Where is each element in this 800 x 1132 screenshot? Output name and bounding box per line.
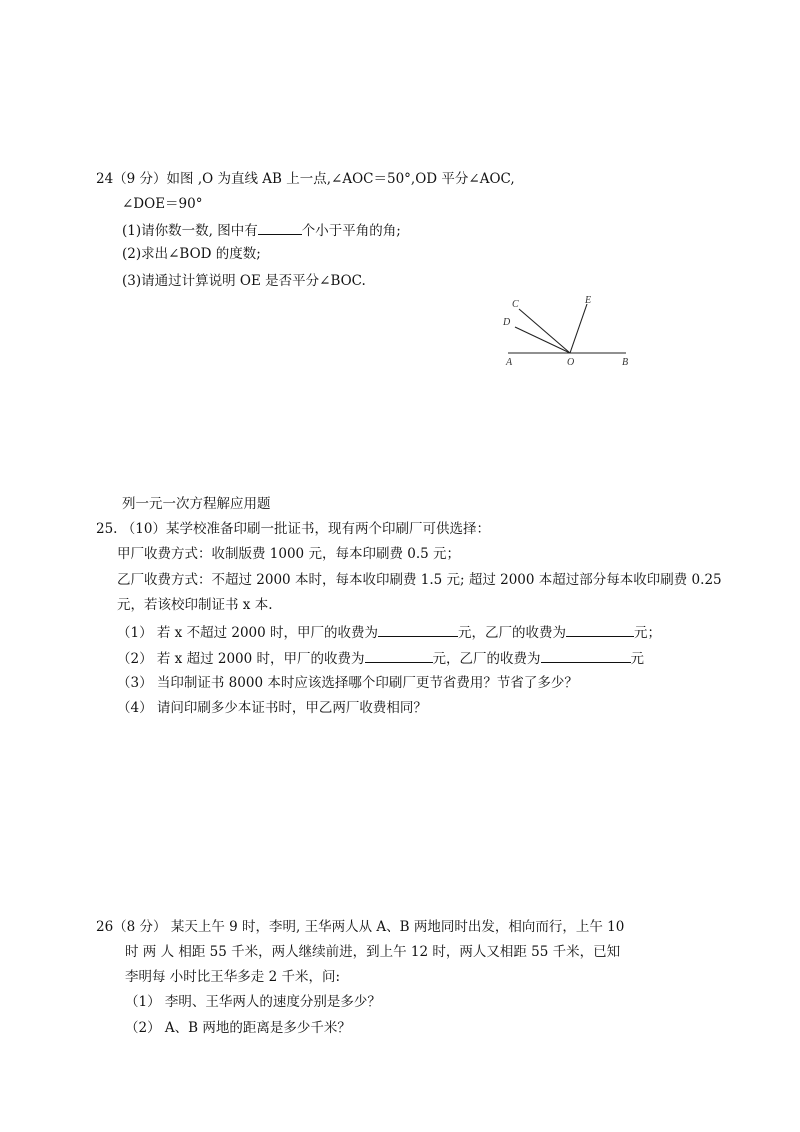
q24-part-1-b: 个小于平角的角; — [301, 223, 401, 239]
q25-part-1-a: （1） 若 x 不超过 2000 时，甲厂的收费为 — [117, 625, 379, 641]
answer-blank — [258, 220, 302, 235]
label-o: O — [567, 357, 575, 368]
q25-part-3: （3） 当印制证书 8000 本时应该选择哪个印刷厂更节省费用？节省了多少？ — [117, 675, 578, 691]
q25-part-1-b: 元，乙厂的收费为 — [458, 625, 567, 641]
q25-part-2-a: （2） 若 x 超过 2000 时，甲厂的收费为 — [117, 651, 365, 667]
q24-part-1-a: (1)请你数一数, 图中有 — [122, 223, 258, 239]
q26-line-3: 李明每 小时比王华多走 2 千米，问: — [125, 969, 341, 985]
ray-od — [515, 327, 570, 353]
q24-header-2: ∠DOE＝90° — [122, 196, 203, 212]
q26-line-2: 时 两 人 相距 55 千米，两人继续前进，到上午 12 时，两人又相距 55 千米，已知 — [125, 944, 621, 960]
q26-part-2: （2） A、B 两地的距离是多少千米？ — [125, 1020, 351, 1036]
label-a: A — [506, 357, 513, 368]
q25-part-1 — [117, 622, 661, 642]
q25-part-2-b: 元，乙厂的收费为 — [432, 651, 541, 667]
q25-jia: 甲厂收费方式：收制版费 1000 元，每本印刷费 0.5 元； — [117, 546, 460, 562]
label-c: C — [512, 299, 519, 310]
q26-line-1: 26（8 分） 某天上午 9 时，李明, 王华两人从 A、B 两地同时出发，相向而行，上午 10 — [96, 919, 625, 935]
q25-yi: 乙厂收费方式：不超过 2000 本时，每本收印刷费 1.5 元; 超过 2000 本超过部分每本收印刷费 0.25 — [117, 572, 722, 588]
ray-oc — [519, 309, 570, 353]
q25-part-4: （4） 请问印刷多少本证书时，甲乙两厂收费相同？ — [117, 700, 427, 716]
ray-oe — [570, 304, 587, 353]
label-d: D — [503, 317, 511, 328]
q25-yi-2: 元，若该校印制证书 x 本. — [117, 597, 273, 613]
q25-part-1-c: 元； — [634, 625, 662, 641]
label-b: B — [622, 357, 629, 368]
q25-part-2-c: 元 — [630, 651, 645, 667]
q26-part-1: （1） 李明、王华两人的速度分别是多少？ — [125, 994, 381, 1010]
answer-blank — [541, 648, 631, 663]
angle-figure — [498, 292, 638, 372]
answer-blank — [365, 648, 433, 663]
answer-blank — [566, 622, 634, 637]
section-title: 列一元一次方程解应用题 — [122, 496, 271, 512]
q24-header: 24（9 分）如图 ,O 为直线 AB 上一点,∠AOC＝50°,OD 平分∠AOC, — [96, 171, 515, 187]
q24-part-2: (2)求出∠BOD 的度数; — [122, 246, 261, 262]
answer-blank — [378, 622, 458, 637]
label-e: E — [585, 295, 592, 306]
q25-header: 25. （10）某学校准备印刷一批证书，现有两个印刷厂可供选择： — [96, 521, 490, 537]
q25-part-2 — [117, 648, 644, 668]
q24-part-1 — [122, 220, 401, 240]
q24-part-3: (3)请通过计算说明 OE 是否平分∠BOC. — [122, 273, 366, 289]
